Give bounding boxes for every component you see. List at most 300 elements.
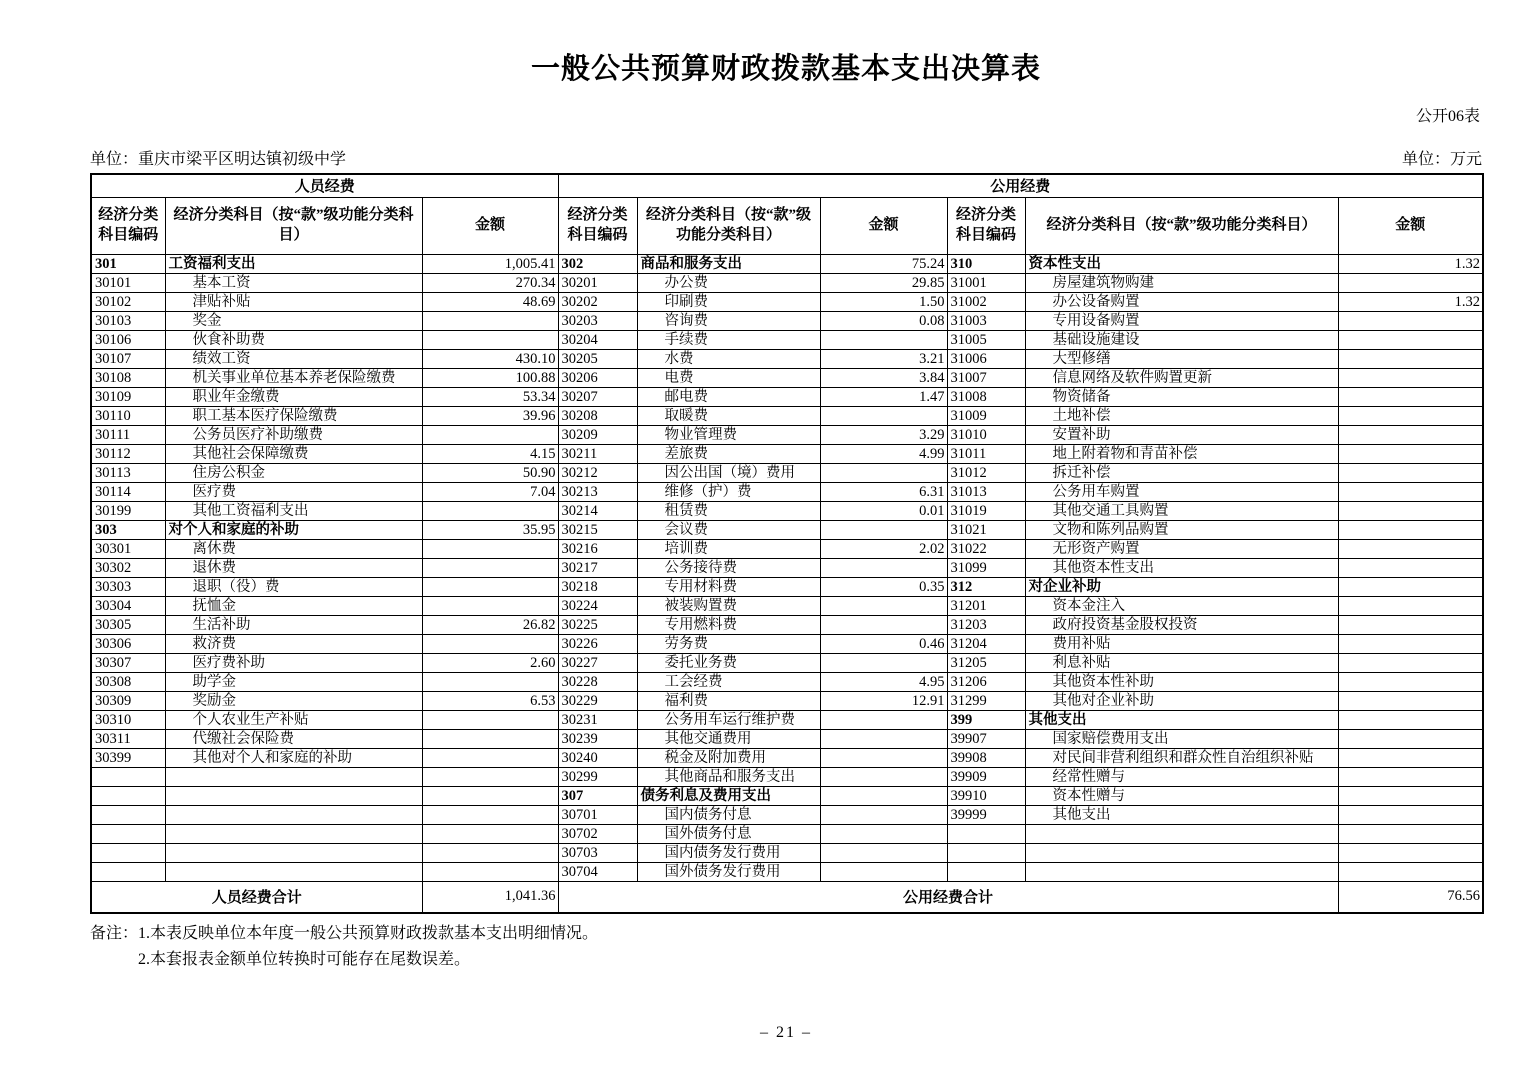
cell-subject: 职工基本医疗保险缴费 <box>165 406 422 425</box>
cell-subject <box>165 786 422 805</box>
cell-subject: 信息网络及软件购置更新 <box>1025 368 1338 387</box>
cell-subject: 文物和陈列品购置 <box>1025 520 1338 539</box>
cell-amount: 270.34 <box>422 273 558 292</box>
col-header-amount-1: 金额 <box>422 197 558 254</box>
cell-subject: 个人农业生产补贴 <box>165 710 422 729</box>
cell-code <box>91 862 165 881</box>
group-header-row <box>91 174 1483 197</box>
cell-code: 30114 <box>91 482 165 501</box>
cell-subject: 公务用车运行维护费 <box>637 710 820 729</box>
cell-subject: 伙食补助费 <box>165 330 422 349</box>
cell-amount <box>1338 786 1483 805</box>
cell-subject: 其他社会保障缴费 <box>165 444 422 463</box>
cell-code: 30213 <box>558 482 637 501</box>
cell-subject: 助学金 <box>165 672 422 691</box>
cell-subject: 咨询费 <box>637 311 820 330</box>
cell-subject: 差旅费 <box>637 444 820 463</box>
cell-amount <box>1338 653 1483 672</box>
cell-amount <box>1338 824 1483 843</box>
cell-subject: 办公费 <box>637 273 820 292</box>
cell-code: 31008 <box>947 387 1025 406</box>
cell-amount: 29.85 <box>820 273 947 292</box>
table-row <box>91 273 1483 292</box>
table-row <box>91 615 1483 634</box>
note-label: 备注： <box>90 925 139 942</box>
table-row <box>91 463 1483 482</box>
cell-subject: 抚恤金 <box>165 596 422 615</box>
cell-code: 30701 <box>558 805 637 824</box>
personnel-total-label: 人员经费合计 <box>91 881 422 913</box>
cell-amount <box>422 729 558 748</box>
cell-code: 30702 <box>558 824 637 843</box>
cell-subject: 离休费 <box>165 539 422 558</box>
cell-amount <box>820 843 947 862</box>
totals-row <box>91 881 1483 913</box>
cell-subject: 其他对企业补助 <box>1025 691 1338 710</box>
cell-code: 31003 <box>947 311 1025 330</box>
table-row <box>91 843 1483 862</box>
cell-subject: 利息补贴 <box>1025 653 1338 672</box>
cell-amount <box>1338 501 1483 520</box>
cell-code <box>91 843 165 862</box>
cell-subject: 水费 <box>637 349 820 368</box>
cell-subject: 电费 <box>637 368 820 387</box>
cell-subject: 基础设施建设 <box>1025 330 1338 349</box>
cell-subject: 国家赔偿费用支出 <box>1025 729 1338 748</box>
cell-amount <box>1338 843 1483 862</box>
cell-amount: 53.34 <box>422 387 558 406</box>
cell-subject: 对民间非营利组织和群众性自治组织补贴 <box>1025 748 1338 767</box>
cell-subject: 医疗费 <box>165 482 422 501</box>
cell-code: 307 <box>558 786 637 805</box>
cell-code: 30102 <box>91 292 165 311</box>
note-lines <box>138 921 598 972</box>
table-row <box>91 330 1483 349</box>
cell-subject: 劳务费 <box>637 634 820 653</box>
cell-code: 30201 <box>558 273 637 292</box>
table-row <box>91 653 1483 672</box>
cell-subject <box>165 824 422 843</box>
cell-amount: 3.84 <box>820 368 947 387</box>
cell-code: 310 <box>947 254 1025 273</box>
cell-code: 30111 <box>91 425 165 444</box>
cell-amount <box>820 862 947 881</box>
cell-code: 31011 <box>947 444 1025 463</box>
cell-amount <box>422 786 558 805</box>
col-header-subject-2: 经济分类科目（按“款”级功能分类科目） <box>637 197 820 254</box>
cell-code: 30227 <box>558 653 637 672</box>
table-row <box>91 368 1483 387</box>
cell-code: 30199 <box>91 501 165 520</box>
cell-amount <box>1338 387 1483 406</box>
form-code: 公开06表 <box>1415 108 1480 125</box>
cell-code: 30308 <box>91 672 165 691</box>
cell-subject: 物业管理费 <box>637 425 820 444</box>
cell-code: 30240 <box>558 748 637 767</box>
cell-subject: 资本金注入 <box>1025 596 1338 615</box>
col-header-amount-2: 金额 <box>820 197 947 254</box>
table-row <box>91 482 1483 501</box>
cell-code: 302 <box>558 254 637 273</box>
cell-amount <box>1338 425 1483 444</box>
col-header-amount-3: 金额 <box>1338 197 1483 254</box>
cell-amount <box>1338 710 1483 729</box>
cell-amount <box>1338 349 1483 368</box>
table-row <box>91 349 1483 368</box>
cell-amount <box>422 596 558 615</box>
cell-amount <box>820 824 947 843</box>
cell-code: 30209 <box>558 425 637 444</box>
cell-code: 30206 <box>558 368 637 387</box>
cell-amount: 12.91 <box>820 691 947 710</box>
cell-subject: 手续费 <box>637 330 820 349</box>
table-row <box>91 824 1483 843</box>
cell-code: 31206 <box>947 672 1025 691</box>
cell-subject: 工资福利支出 <box>165 254 422 273</box>
cell-code: 30399 <box>91 748 165 767</box>
cell-subject: 其他商品和服务支出 <box>637 767 820 786</box>
cell-subject: 资本性支出 <box>1025 254 1338 273</box>
cell-amount: 1,005.41 <box>422 254 558 273</box>
cell-code: 30303 <box>91 577 165 596</box>
cell-subject: 国外债务发行费用 <box>637 862 820 881</box>
cell-code: 39909 <box>947 767 1025 786</box>
cell-subject: 被装购置费 <box>637 596 820 615</box>
cell-amount <box>1338 767 1483 786</box>
table-row <box>91 691 1483 710</box>
cell-amount: 75.24 <box>820 254 947 273</box>
table-row <box>91 710 1483 729</box>
cell-subject <box>165 767 422 786</box>
public-total-label: 公用经费合计 <box>558 881 1338 913</box>
cell-subject: 对个人和家庭的补助 <box>165 520 422 539</box>
cell-amount: 4.99 <box>820 444 947 463</box>
cell-code: 39999 <box>947 805 1025 824</box>
cell-subject: 职业年金缴费 <box>165 387 422 406</box>
table-row <box>91 292 1483 311</box>
cell-amount: 6.53 <box>422 691 558 710</box>
cell-amount: 3.29 <box>820 425 947 444</box>
cell-code: 30216 <box>558 539 637 558</box>
cell-amount <box>422 501 558 520</box>
cell-subject: 办公设备购置 <box>1025 292 1338 311</box>
cell-amount <box>422 539 558 558</box>
cell-code: 30309 <box>91 691 165 710</box>
cell-code: 30208 <box>558 406 637 425</box>
table-row <box>91 805 1483 824</box>
cell-code: 30101 <box>91 273 165 292</box>
cell-amount <box>1338 482 1483 501</box>
cell-code: 39910 <box>947 786 1025 805</box>
cell-subject: 其他支出 <box>1025 805 1338 824</box>
cell-amount: 3.21 <box>820 349 947 368</box>
cell-code: 30205 <box>558 349 637 368</box>
cell-code: 31005 <box>947 330 1025 349</box>
cell-amount <box>1338 539 1483 558</box>
cell-amount: 1.47 <box>820 387 947 406</box>
cell-subject: 国内债务发行费用 <box>637 843 820 862</box>
cell-code: 30703 <box>558 843 637 862</box>
cell-amount: 0.08 <box>820 311 947 330</box>
cell-amount <box>422 748 558 767</box>
cell-amount: 2.60 <box>422 653 558 672</box>
cell-subject: 住房公积金 <box>165 463 422 482</box>
money-unit-label: 单位：万元 <box>1401 151 1482 168</box>
cell-subject: 机关事业单位基本养老保险缴费 <box>165 368 422 387</box>
cell-amount <box>1338 615 1483 634</box>
note-line-2: 2.本套报表金额单位转换时可能存在尾数误差。 <box>138 950 471 968</box>
cell-subject: 拆迁补偿 <box>1025 463 1338 482</box>
cell-code: 31006 <box>947 349 1025 368</box>
note-line-1: 1.本表反映单位本年度一般公共预算财政拨款基本支出明细情况。 <box>138 925 599 942</box>
table-row <box>91 425 1483 444</box>
table-row <box>91 767 1483 786</box>
cell-amount <box>1338 672 1483 691</box>
cell-code <box>947 843 1025 862</box>
cell-code <box>91 805 165 824</box>
cell-subject: 安置补助 <box>1025 425 1338 444</box>
cell-subject: 其他对个人和家庭的补助 <box>165 748 422 767</box>
budget-table <box>90 173 1484 914</box>
table-row <box>91 387 1483 406</box>
cell-code: 30228 <box>558 672 637 691</box>
cell-amount <box>422 843 558 862</box>
notes <box>90 921 1482 972</box>
cell-subject <box>165 843 422 862</box>
cell-subject: 无形资产购置 <box>1025 539 1338 558</box>
cell-code: 30299 <box>558 767 637 786</box>
cell-subject: 基本工资 <box>165 273 422 292</box>
cell-code: 30106 <box>91 330 165 349</box>
cell-subject: 专用材料费 <box>637 577 820 596</box>
cell-subject: 印刷费 <box>637 292 820 311</box>
table-row <box>91 634 1483 653</box>
cell-code: 31204 <box>947 634 1025 653</box>
table-row <box>91 862 1483 881</box>
cell-amount: 1.32 <box>1338 254 1483 273</box>
cell-code: 30306 <box>91 634 165 653</box>
cell-code: 30203 <box>558 311 637 330</box>
cell-code: 301 <box>91 254 165 273</box>
cell-amount <box>422 311 558 330</box>
cell-code: 30108 <box>91 368 165 387</box>
cell-code: 30301 <box>91 539 165 558</box>
cell-subject: 经常性赠与 <box>1025 767 1338 786</box>
cell-subject: 资本性赠与 <box>1025 786 1338 805</box>
cell-amount: 4.95 <box>820 672 947 691</box>
cell-code: 30212 <box>558 463 637 482</box>
group-header-public: 公用经费 <box>558 174 1483 197</box>
cell-code: 30214 <box>558 501 637 520</box>
cell-amount: 39.96 <box>422 406 558 425</box>
public-total-amount: 76.56 <box>1338 881 1483 913</box>
cell-amount <box>820 729 947 748</box>
cell-amount <box>820 653 947 672</box>
table-row <box>91 254 1483 273</box>
cell-subject: 专用燃料费 <box>637 615 820 634</box>
cell-amount: 7.04 <box>422 482 558 501</box>
cell-code: 31201 <box>947 596 1025 615</box>
cell-subject: 税金及附加费用 <box>637 748 820 767</box>
col-header-subject-3: 经济分类科目（按“款”级功能分类科目） <box>1025 197 1338 254</box>
document-sheet <box>90 0 1482 1042</box>
cell-amount: 6.31 <box>820 482 947 501</box>
cell-code: 303 <box>91 520 165 539</box>
cell-amount: 0.01 <box>820 501 947 520</box>
cell-code: 31299 <box>947 691 1025 710</box>
cell-subject: 福利费 <box>637 691 820 710</box>
cell-subject: 其他资本性补助 <box>1025 672 1338 691</box>
cell-amount: 430.10 <box>422 349 558 368</box>
cell-code: 30107 <box>91 349 165 368</box>
cell-subject: 医疗费补助 <box>165 653 422 672</box>
cell-amount <box>1338 558 1483 577</box>
table-row <box>91 406 1483 425</box>
table-row <box>91 501 1483 520</box>
cell-subject: 债务利息及费用支出 <box>637 786 820 805</box>
group-header-personnel: 人员经费 <box>91 174 558 197</box>
cell-code: 30113 <box>91 463 165 482</box>
cell-amount <box>820 558 947 577</box>
cell-amount <box>820 710 947 729</box>
cell-amount: 48.69 <box>422 292 558 311</box>
cell-code: 30311 <box>91 729 165 748</box>
cell-amount <box>1338 691 1483 710</box>
cell-subject: 租赁费 <box>637 501 820 520</box>
cell-amount <box>1338 311 1483 330</box>
cell-subject: 大型修缮 <box>1025 349 1338 368</box>
cell-amount <box>820 767 947 786</box>
cell-amount <box>1338 729 1483 748</box>
cell-code: 30211 <box>558 444 637 463</box>
cell-amount <box>1338 634 1483 653</box>
cell-code: 31010 <box>947 425 1025 444</box>
cell-subject: 费用补贴 <box>1025 634 1338 653</box>
page-number: – 21 – <box>760 1024 812 1042</box>
cell-amount: 1.32 <box>1338 292 1483 311</box>
cell-code: 30207 <box>558 387 637 406</box>
cell-code: 30229 <box>558 691 637 710</box>
cell-subject: 公务用车购置 <box>1025 482 1338 501</box>
cell-subject <box>165 805 422 824</box>
cell-subject: 生活补助 <box>165 615 422 634</box>
cell-amount <box>1338 520 1483 539</box>
cell-subject: 培训费 <box>637 539 820 558</box>
cell-subject: 公务员医疗补助缴费 <box>165 425 422 444</box>
cell-subject <box>1025 843 1338 862</box>
cell-code: 30307 <box>91 653 165 672</box>
table-row <box>91 672 1483 691</box>
cell-subject: 国外债务付息 <box>637 824 820 843</box>
table-row <box>91 520 1483 539</box>
unit-line <box>90 146 1482 169</box>
table-row <box>91 596 1483 615</box>
cell-code <box>91 786 165 805</box>
cell-amount: 2.02 <box>820 539 947 558</box>
cell-amount <box>422 634 558 653</box>
cell-amount <box>422 767 558 786</box>
cell-amount <box>820 463 947 482</box>
cell-amount <box>422 805 558 824</box>
table-row <box>91 577 1483 596</box>
cell-amount <box>820 520 947 539</box>
cell-subject: 政府投资基金股权投资 <box>1025 615 1338 634</box>
cell-subject: 其他交通工具购置 <box>1025 501 1338 520</box>
cell-amount <box>422 577 558 596</box>
cell-code: 31007 <box>947 368 1025 387</box>
cell-amount <box>820 786 947 805</box>
cell-code <box>947 824 1025 843</box>
cell-subject: 公务接待费 <box>637 558 820 577</box>
cell-code: 30704 <box>558 862 637 881</box>
cell-code: 31203 <box>947 615 1025 634</box>
cell-subject: 维修（护）费 <box>637 482 820 501</box>
cell-code: 30239 <box>558 729 637 748</box>
cell-amount <box>820 596 947 615</box>
cell-amount <box>1338 368 1483 387</box>
cell-subject: 国内债务付息 <box>637 805 820 824</box>
cell-code: 312 <box>947 577 1025 596</box>
cell-code: 30226 <box>558 634 637 653</box>
cell-code: 39907 <box>947 729 1025 748</box>
cell-amount: 0.46 <box>820 634 947 653</box>
cell-amount <box>820 805 947 824</box>
cell-code: 31022 <box>947 539 1025 558</box>
cell-subject: 其他资本性支出 <box>1025 558 1338 577</box>
cell-subject: 工会经费 <box>637 672 820 691</box>
cell-code: 31012 <box>947 463 1025 482</box>
cell-amount <box>422 862 558 881</box>
cell-subject: 会议费 <box>637 520 820 539</box>
cell-code: 39908 <box>947 748 1025 767</box>
cell-code: 30302 <box>91 558 165 577</box>
table-row <box>91 729 1483 748</box>
cell-subject: 物资储备 <box>1025 387 1338 406</box>
cell-code: 31013 <box>947 482 1025 501</box>
org-unit-label: 单位：重庆市梁平区明达镇初级中学 <box>90 151 347 168</box>
cell-code: 31019 <box>947 501 1025 520</box>
cell-code <box>947 862 1025 881</box>
col-header-code-2: 经济分类科目编码 <box>558 197 637 254</box>
cell-amount <box>1338 596 1483 615</box>
cell-subject <box>165 862 422 881</box>
cell-code: 30225 <box>558 615 637 634</box>
cell-code: 31099 <box>947 558 1025 577</box>
table-row <box>91 539 1483 558</box>
cell-code: 399 <box>947 710 1025 729</box>
cell-subject: 取暖费 <box>637 406 820 425</box>
cell-subject: 地上附着物和青苗补偿 <box>1025 444 1338 463</box>
cell-amount <box>422 824 558 843</box>
table-row <box>91 748 1483 767</box>
cell-subject: 房屋建筑物购建 <box>1025 273 1338 292</box>
cell-amount <box>1338 444 1483 463</box>
table-row <box>91 558 1483 577</box>
cell-code: 30204 <box>558 330 637 349</box>
cell-amount <box>820 330 947 349</box>
page-title: 一般公共预算财政拨款基本支出决算表 <box>530 53 1041 85</box>
cell-code: 30215 <box>558 520 637 539</box>
cell-amount <box>422 558 558 577</box>
cell-code: 31021 <box>947 520 1025 539</box>
col-header-code-1: 经济分类科目编码 <box>91 197 165 254</box>
cell-code: 30109 <box>91 387 165 406</box>
cell-amount <box>1338 577 1483 596</box>
cell-code: 30112 <box>91 444 165 463</box>
cell-code: 30310 <box>91 710 165 729</box>
cell-code: 30231 <box>558 710 637 729</box>
cell-amount <box>1338 273 1483 292</box>
